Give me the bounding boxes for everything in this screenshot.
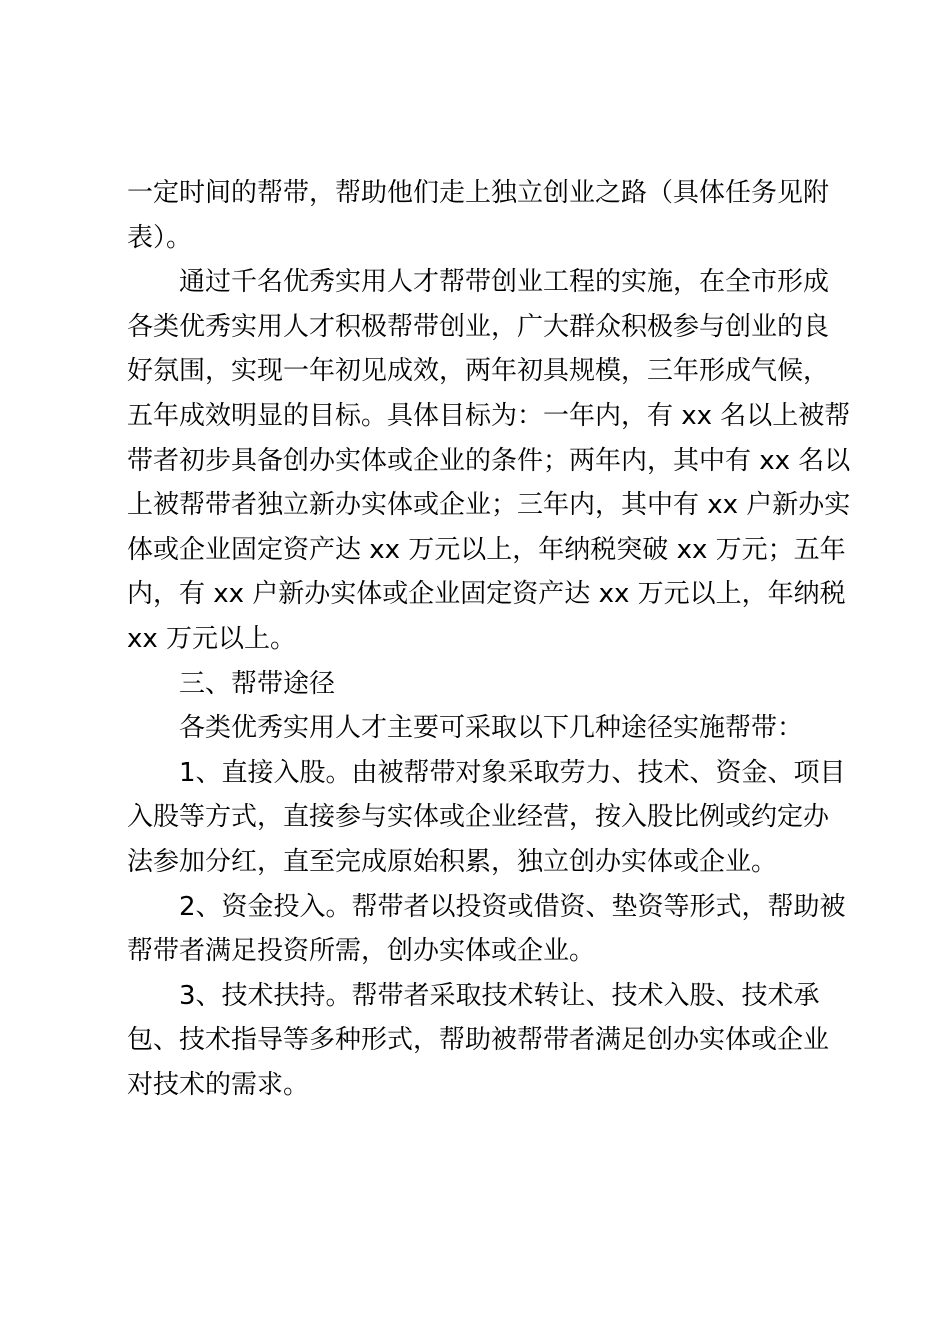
text-line: 对技术的需求。 [127,1069,310,1100]
text-line: 通过千名优秀实用人才帮带创业工程的实施，在全市形成 [179,267,830,298]
list-item-line: 3、技术扶持。帮带者采取技术转让、技术入股、技术承 [179,980,820,1011]
text-line: 法参加分红，直至完成原始积累，独立创办实体或企业。 [127,846,778,877]
text-line: 带者初步具备创办实体或企业的条件；两年内，其中有 xx 名以 [127,445,851,476]
text-line: 入股等方式，直接参与实体或企业经营，按入股比例或约定办 [127,802,830,833]
list-item-line: 2、资金投入。帮带者以投资或借资、垫资等形式，帮助被 [179,891,846,922]
text-line: 包、技术指导等多种形式，帮助被帮带者满足创办实体或企业 [127,1025,830,1056]
section-heading: 三、帮带途径 [179,668,336,699]
text-line: 体或企业固定资产达 xx 万元以上，年纳税突破 xx 万元；五年 [127,534,846,565]
text-line: 一定时间的帮带，帮助他们走上独立创业之路（具体任务见附 [127,178,830,208]
text-line: 好氛围，实现一年初见成效，两年初具规模，三年形成气候， [127,356,830,387]
text-line: 帮带者满足投资所需，创办实体或企业。 [127,936,596,967]
text-line: 各类优秀实用人才积极帮带创业，广大群众积极参与创业的良 [127,311,830,342]
text-line: 表）。 [127,222,193,253]
list-item-line: 1、直接入股。由被帮带对象采取劳力、技术、资金、项目 [179,757,846,788]
text-line: 内，有 xx 户新办实体或企业固定资产达 xx 万元以上，年纳税 [127,579,846,610]
text-line: xx 万元以上。 [127,623,297,654]
text-line: 上被帮带者独立新办实体或企业；三年内，其中有 xx 户新办实 [127,490,851,521]
text-line: 各类优秀实用人才主要可采取以下几种途径实施帮带： [179,713,804,744]
text-line: 五年成效明显的目标。具体目标为：一年内，有 xx 名以上被帮 [127,400,851,431]
document-body [127,171,851,1107]
